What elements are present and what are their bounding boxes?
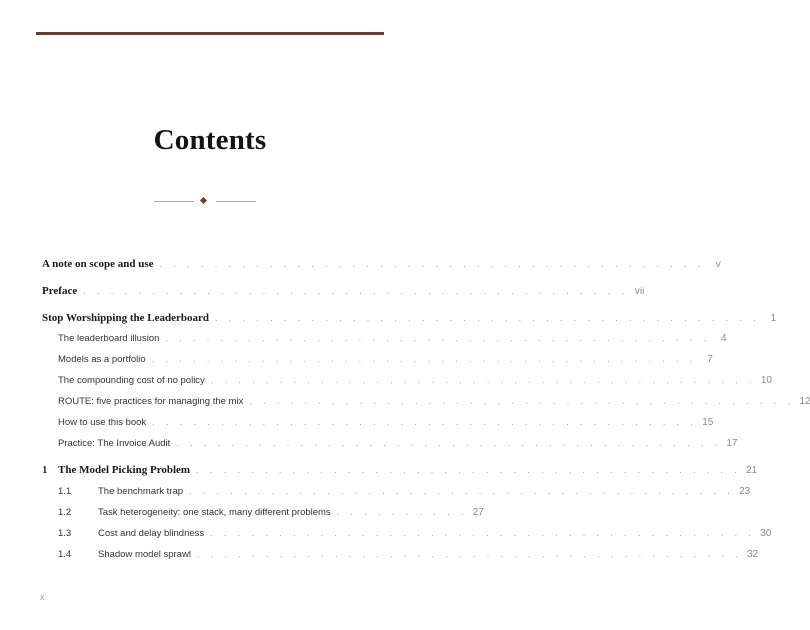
ornament-line-left [154,201,194,202]
dot-leader: . . . . . . . . . . [336,507,468,517]
ornament-line-right [216,201,256,202]
top-rule [36,32,384,35]
toc-entry-label: ROUTE: five practices for managing the mix [58,396,244,407]
toc-entry-label: Shadow model sprawl [98,549,191,560]
page-folio: x [40,592,45,602]
toc-entry-page: 7 [707,354,713,365]
dot-leader: . . . . . . . . . . . . . . . . . . . . . . . . . . . . . . . . . . . . . . . . [189,486,735,496]
toc-entry-label: The compounding cost of no policy [58,375,205,386]
toc-entry-page: 10 [760,375,772,386]
toc-entry-page: 1 [770,313,777,324]
section-number: 1.2 [58,507,72,518]
section-number: 1.1 [58,486,72,497]
toc-entry-label: How to use this book [58,417,147,428]
toc-entry-page: 30 [760,528,772,539]
toc-subentry[interactable] [58,375,772,391]
dot-leader: . . . . . . . . . . . . . . . . . . . . . . . . . . . . . . . . . . . . . . . . [83,286,629,296]
toc-entry-label: The leaderboard illusion [58,333,160,344]
dot-leader: . . . . . . . . . . . . . . . . . . . . . . . . . . . . . . . . . . . . . . . . [165,333,711,343]
toc-section-1-2[interactable] [58,507,484,523]
toc-entry-label: The Model Picking Problem [58,464,191,476]
toc-entry-page: 12 [799,396,810,407]
dot-leader: . . . . . . . . . . . . . . . . . . . . . . . . . . . . . . . . . . . . . . . . [176,438,722,448]
dot-leader: . . . . . . . . . . . . . . . . . . . . . . . . . . . . . . . . . . . . . . . . [214,313,761,323]
toc-entry-preface[interactable] [42,285,645,301]
dot-leader: . . . . . . . . . . . . . . . . . . . . . . . . . . . . . . . . . . . . . . . . [196,465,742,475]
section-number: 1.3 [58,528,72,539]
toc-entry-page: 32 [746,549,759,560]
section-number: 1.4 [58,549,72,560]
toc-entry-page: v [715,259,721,270]
toc-entry-label: Models as a portfolio [58,354,146,365]
toc-entry-page: 15 [702,417,714,428]
dot-leader: . . . . . . . . . . . . . . . . . . . . . . . . . . . . . . . . . . . . . . . . [249,396,795,406]
toc-entry-label: A note on scope and use [42,258,154,270]
page-title: Contents [153,124,267,156]
dot-leader: . . . . . . . . . . . . . . . . . . . . . . . . . . . . . . . . . . . . . . . . [196,549,743,559]
toc-subentry[interactable] [58,438,738,454]
dot-leader: . . . . . . . . . . . . . . . . . . . . . . . . . . . . . . . . . . . . . . . . [210,528,756,538]
toc-entry-label: Practice: The Invoice Audit [58,438,171,449]
toc-section-1-3[interactable] [58,528,772,544]
dot-leader: . . . . . . . . . . . . . . . . . . . . . . . . . . . . . . . . . . . . . . . . [151,354,697,364]
toc-subentry[interactable] [58,417,714,433]
toc-entry-chapter-1[interactable] [42,464,758,480]
toc-section-1-4[interactable] [58,549,759,565]
toc-entry-page: 17 [726,438,738,449]
toc-section-1-1[interactable] [58,486,751,502]
toc-entry-page: 4 [720,333,727,344]
toc-entry-label: The benchmark trap [98,486,184,497]
toc-subentry[interactable] [58,396,810,412]
dot-leader: . . . . . . . . . . . . . . . . . . . . . . . . . . . . . . . . . . . . . . . . [210,375,756,385]
toc-entry-page: 21 [746,465,758,476]
toc-entry-page: vii [634,286,645,297]
toc-subentry[interactable] [58,333,727,349]
diamond-icon [200,197,207,204]
toc-entry-page: 27 [472,507,484,518]
toc-entry-introduction[interactable] [42,312,777,328]
toc-entry-label: Preface [42,285,78,297]
dot-leader: . . . . . . . . . . . . . . . . . . . . . . . . . . . . . . . . . . . . . . . . [159,259,705,269]
toc-entry-label: Stop Worshipping the Leaderboard [42,312,209,324]
toc-entry-label: Cost and delay blindness [98,528,205,539]
chapter-number: 1 [42,464,48,476]
toc-entry-scope[interactable] [42,258,721,274]
toc-entry-label: Task heterogeneity: one stack, many different problems [98,507,331,518]
toc-subentry[interactable] [58,354,713,370]
title-ornament [0,196,420,208]
toc-entry-page: 23 [739,486,751,497]
dot-leader: . . . . . . . . . . . . . . . . . . . . . . . . . . . . . . . . . . . . . . . . [152,417,698,427]
